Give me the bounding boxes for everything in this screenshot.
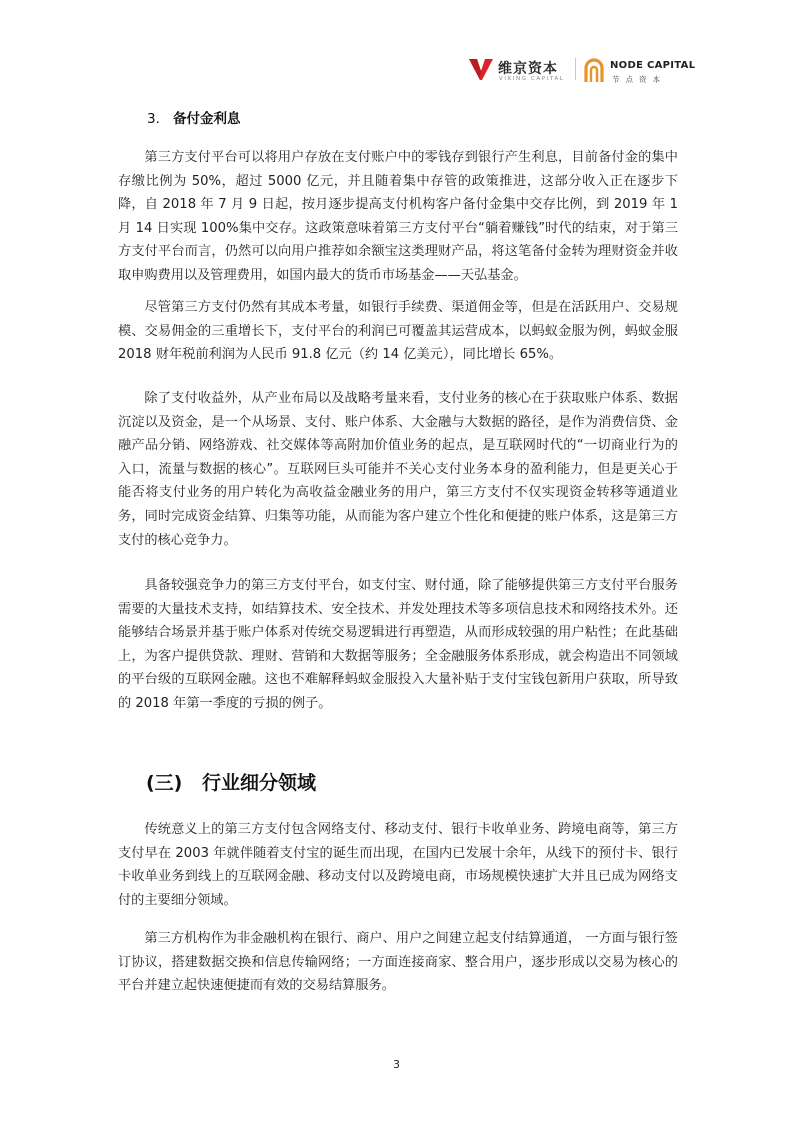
logo-divider bbox=[575, 58, 576, 80]
node-logo-cn-text: 节点资本 bbox=[612, 75, 666, 84]
viking-logo-icon bbox=[468, 56, 494, 82]
paragraph: 第三方支付平台可以将用户存放在支付账户中的零钱存到银行产生利息，目前备付金的集中存缴比例为 50%，超过 5000 亿元，并且随着集中存管的政策推进，这部分收入正在逐步下降，自 2018 年 7 月 9 日起，按月逐步提高支付机构客户备付金集中交存比例，到 2019 年 1 月 14 日实现 100%集中交存。这政策意味着第三方支付平台“躺着赚钱”时代的结束，对于第三方支付平台而言，仍然可以向用户推荐如余额宝这类理财产品，将这笔备付金转为理财资金并收取申购费用以及管理费用，如国内最大的货币市场基金——天弘基金。 bbox=[118, 150, 678, 283]
node-capital-logo bbox=[582, 56, 698, 86]
header-logos bbox=[468, 52, 698, 88]
section-3-title: 备付金利息 bbox=[173, 111, 241, 127]
viking-capital-logo bbox=[468, 56, 588, 86]
section-3-number: 3. bbox=[147, 111, 160, 127]
node-logo-en-text: NODE CAPITAL bbox=[610, 60, 696, 71]
node-logo-icon bbox=[582, 56, 606, 84]
section-heading bbox=[146, 768, 316, 795]
page-number: 3 bbox=[393, 1058, 400, 1071]
paragraph: 除了支付收益外，从产业布局以及战略考量来看，支付业务的核心在于获取账户体系、数据沉淀以及资金，是一个从场景、支付、账户体系、大金融与大数据的路径，是作为消费信贷、金融产品分销、网络游戏、社交媒体等高附加价值业务的起点，是互联网时代的“一切商业行为的入口，流量与数据的核心”。互联网巨头可能并不关心支付业务本身的盈利能力，但是更关心于能否将支付业务的用户转化为高收益金融业务的用户，第三方支付不仅实现资金转移等通道业务，同时完成资金结算、归集等功能，从而能为客户建立个性化和便捷的账户体系，这是第三方支付的核心竞争力。 bbox=[118, 391, 678, 548]
section-3-heading bbox=[147, 107, 241, 127]
paragraph: 具备较强竞争力的第三方支付平台，如支付宝、财付通，除了能够提供第三方支付平台服务需要的大量技术支持，如结算技术、安全技术、并发处理技术等多项信息技术和网络技术外。还能够结合场景并基于账户体系对传统交易逻辑进行再塑造，从而形成较强的用户粘性；在此基础上，为客户提供贷款、理财、营销和大数据等服务；全金融服务体系形成，就会构造出不同领域的平台级的互联网金融。这也不难解释蚂蚁金服投入大量补贴于支付宝钱包新用户获取，所导致的 2018 年第一季度的亏损的例子。 bbox=[118, 578, 678, 711]
section-number: (三) bbox=[146, 772, 183, 794]
paragraph: 传统意义上的第三方支付包含网络支付、移动支付、银行卡收单业务、跨境电商等，第三方支付早在 2003 年就伴随着支付宝的诞生而出现，在国内已发展十余年，从线下的预付卡、银行卡收单业务到线上的互联网金融、移动支付以及跨境电商，市场规模快速扩大并且已成为网络支付的主要细分领域。 bbox=[118, 822, 678, 908]
paragraph: 第三方机构作为非金融机构在银行、商户、用户之间建立起支付结算通道， 一方面与银行签订协议，搭建数据交换和信息传输网络；一方面连接商家、整合用户，逐步形成以交易为核心的平台并建立起快速便捷而有效的交易结算服务。 bbox=[118, 931, 678, 994]
paragraph: 尽管第三方支付仍然有其成本考量，如银行手续费、渠道佣金等，但是在活跃用户、交易规模、交易佣金的三重增长下，支付平台的利润已可覆盖其运营成本，以蚂蚁金服为例，蚂蚁金服 2018 财年税前利润为人民币 91.8 亿元（约 14 亿美元），同比增长 65%。 bbox=[118, 300, 678, 363]
viking-logo-cn-text: 维京资本 bbox=[498, 61, 558, 77]
section-title: 行业细分领域 bbox=[202, 772, 317, 794]
viking-logo-en-text: VIKING CAPITAL bbox=[499, 76, 565, 82]
